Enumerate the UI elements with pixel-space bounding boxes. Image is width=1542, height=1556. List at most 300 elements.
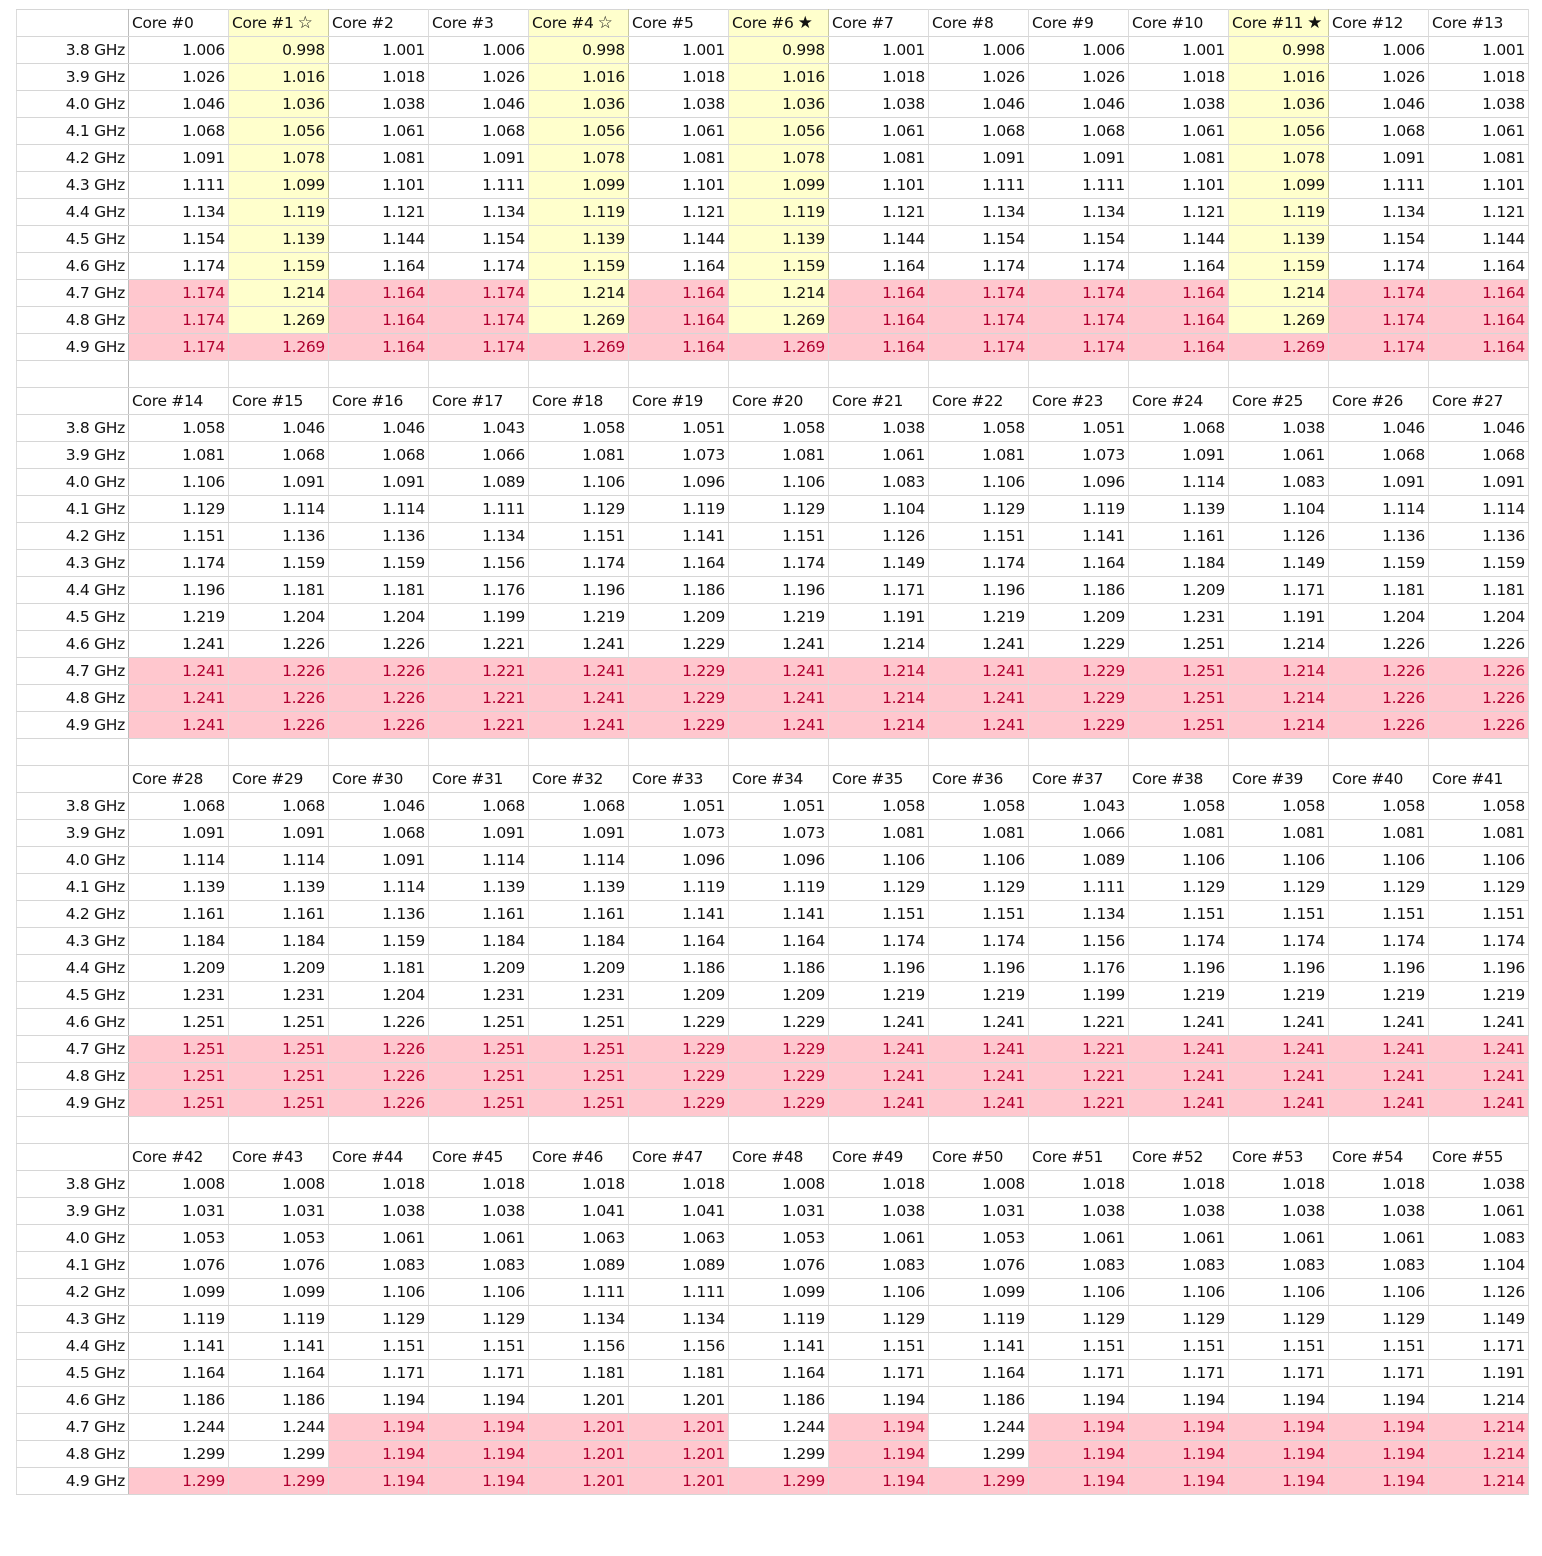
voltage-cell[interactable]: 1.099	[529, 172, 629, 199]
voltage-cell[interactable]: 1.106	[129, 469, 229, 496]
voltage-cell[interactable]: 1.018	[1029, 1171, 1129, 1198]
voltage-cell[interactable]: 1.061	[829, 118, 929, 145]
voltage-cell[interactable]: 1.241	[929, 658, 1029, 685]
voltage-cell[interactable]: 1.136	[1329, 523, 1429, 550]
core-header-cell[interactable]	[729, 1144, 829, 1171]
voltage-cell[interactable]: 1.068	[529, 793, 629, 820]
voltage-cell[interactable]: 1.251	[229, 1036, 329, 1063]
voltage-cell[interactable]: 1.076	[729, 1252, 829, 1279]
voltage-cell[interactable]: 1.038	[329, 1198, 429, 1225]
voltage-cell[interactable]: 1.221	[1029, 1063, 1129, 1090]
empty-cell[interactable]	[329, 361, 429, 388]
voltage-cell[interactable]: 1.006	[929, 37, 1029, 64]
voltage-cell[interactable]: 1.031	[229, 1198, 329, 1225]
voltage-cell[interactable]: 1.144	[1129, 226, 1229, 253]
voltage-cell[interactable]: 1.089	[429, 469, 529, 496]
voltage-cell[interactable]: 1.119	[229, 199, 329, 226]
voltage-cell[interactable]: 1.241	[729, 658, 829, 685]
voltage-cell[interactable]: 1.164	[929, 1360, 1029, 1387]
core-header-cell[interactable]	[1429, 766, 1529, 793]
voltage-cell[interactable]: 1.026	[1029, 64, 1129, 91]
voltage-cell[interactable]: 1.201	[629, 1414, 729, 1441]
voltage-cell[interactable]: 1.156	[529, 1333, 629, 1360]
voltage-cell[interactable]: 1.114	[229, 496, 329, 523]
voltage-cell[interactable]: 1.058	[729, 415, 829, 442]
empty-cell[interactable]	[17, 1117, 129, 1144]
voltage-cell[interactable]: 1.159	[1329, 550, 1429, 577]
core-header-cell[interactable]	[829, 1144, 929, 1171]
voltage-cell[interactable]: 1.221	[1029, 1090, 1129, 1117]
voltage-cell[interactable]: 1.174	[929, 307, 1029, 334]
voltage-cell[interactable]: 1.214	[1229, 631, 1329, 658]
frequency-label[interactable]: 4.2 GHz	[17, 1279, 129, 1306]
voltage-cell[interactable]: 1.244	[929, 1414, 1029, 1441]
voltage-cell[interactable]: 1.046	[329, 793, 429, 820]
core-header-cell[interactable]	[1229, 766, 1329, 793]
voltage-cell[interactable]: 1.299	[729, 1441, 829, 1468]
voltage-cell[interactable]: 1.119	[729, 199, 829, 226]
voltage-cell[interactable]: 1.058	[129, 415, 229, 442]
voltage-cell[interactable]: 1.046	[929, 91, 1029, 118]
voltage-cell[interactable]: 1.006	[1029, 37, 1129, 64]
voltage-cell[interactable]: 1.046	[1029, 91, 1129, 118]
voltage-cell[interactable]: 1.214	[1429, 1468, 1529, 1495]
voltage-cell[interactable]: 1.194	[1329, 1414, 1429, 1441]
voltage-cell[interactable]: 1.096	[1029, 469, 1129, 496]
voltage-cell[interactable]: 1.171	[1229, 1360, 1329, 1387]
voltage-cell[interactable]: 1.201	[529, 1387, 629, 1414]
voltage-cell[interactable]: 0.998	[729, 37, 829, 64]
frequency-label[interactable]: 4.0 GHz	[17, 847, 129, 874]
voltage-cell[interactable]: 1.201	[629, 1468, 729, 1495]
voltage-cell[interactable]: 1.226	[229, 658, 329, 685]
voltage-cell[interactable]: 1.251	[1129, 685, 1229, 712]
voltage-cell[interactable]: 1.061	[1129, 1225, 1229, 1252]
voltage-cell[interactable]: 1.174	[429, 307, 529, 334]
voltage-cell[interactable]: 1.229	[729, 1009, 829, 1036]
voltage-cell[interactable]: 1.269	[1229, 307, 1329, 334]
frequency-label[interactable]: 3.9 GHz	[17, 442, 129, 469]
voltage-cell[interactable]: 1.194	[1329, 1441, 1429, 1468]
voltage-cell[interactable]: 1.068	[229, 793, 329, 820]
voltage-cell[interactable]: 1.159	[729, 253, 829, 280]
voltage-cell[interactable]: 1.209	[529, 955, 629, 982]
voltage-cell[interactable]: 1.209	[1029, 604, 1129, 631]
voltage-cell[interactable]: 1.083	[1129, 1252, 1229, 1279]
voltage-cell[interactable]: 1.091	[429, 820, 529, 847]
voltage-cell[interactable]: 1.061	[1229, 442, 1329, 469]
voltage-cell[interactable]: 1.129	[1229, 874, 1329, 901]
voltage-cell[interactable]: 1.031	[129, 1198, 229, 1225]
voltage-cell[interactable]: 1.214	[829, 685, 929, 712]
voltage-cell[interactable]: 1.068	[1329, 118, 1429, 145]
frequency-label[interactable]: 3.9 GHz	[17, 1198, 129, 1225]
voltage-cell[interactable]: 1.164	[1129, 334, 1229, 361]
core-header-cell[interactable]	[729, 388, 829, 415]
voltage-cell[interactable]: 1.036	[1229, 91, 1329, 118]
voltage-cell[interactable]: 1.176	[429, 577, 529, 604]
voltage-cell[interactable]: 1.119	[1029, 496, 1129, 523]
voltage-cell[interactable]: 1.191	[1229, 604, 1329, 631]
voltage-cell[interactable]: 1.119	[629, 874, 729, 901]
core-header-cell[interactable]	[1429, 1144, 1529, 1171]
voltage-cell[interactable]: 1.269	[229, 334, 329, 361]
frequency-label[interactable]: 4.1 GHz	[17, 496, 129, 523]
empty-cell[interactable]	[829, 1117, 929, 1144]
voltage-cell[interactable]: 1.241	[929, 631, 1029, 658]
voltage-cell[interactable]: 1.204	[1329, 604, 1429, 631]
voltage-cell[interactable]: 1.154	[429, 226, 529, 253]
voltage-cell[interactable]: 1.078	[229, 145, 329, 172]
voltage-cell[interactable]: 1.191	[829, 604, 929, 631]
voltage-cell[interactable]: 1.229	[729, 1036, 829, 1063]
voltage-cell[interactable]: 1.081	[1429, 820, 1529, 847]
voltage-cell[interactable]: 1.129	[529, 496, 629, 523]
voltage-cell[interactable]: 1.008	[729, 1171, 829, 1198]
voltage-cell[interactable]: 1.219	[1429, 982, 1529, 1009]
voltage-cell[interactable]: 1.244	[729, 1414, 829, 1441]
voltage-cell[interactable]: 1.209	[1129, 577, 1229, 604]
voltage-cell[interactable]: 1.231	[429, 982, 529, 1009]
voltage-cell[interactable]: 1.174	[129, 307, 229, 334]
voltage-cell[interactable]: 1.043	[1029, 793, 1129, 820]
voltage-cell[interactable]: 1.204	[329, 982, 429, 1009]
voltage-cell[interactable]: 1.201	[629, 1387, 729, 1414]
voltage-cell[interactable]: 1.038	[429, 1198, 529, 1225]
voltage-cell[interactable]: 1.068	[1029, 118, 1129, 145]
voltage-cell[interactable]: 1.081	[529, 442, 629, 469]
voltage-cell[interactable]: 1.018	[629, 64, 729, 91]
voltage-cell[interactable]: 1.209	[229, 955, 329, 982]
frequency-label[interactable]: 4.8 GHz	[17, 307, 129, 334]
voltage-cell[interactable]: 1.129	[1329, 874, 1429, 901]
voltage-cell[interactable]: 1.226	[329, 685, 429, 712]
voltage-cell[interactable]: 1.174	[129, 253, 229, 280]
voltage-cell[interactable]: 1.174	[1329, 280, 1429, 307]
voltage-cell[interactable]: 1.174	[129, 334, 229, 361]
voltage-cell[interactable]: 1.091	[429, 145, 529, 172]
voltage-cell[interactable]: 1.121	[829, 199, 929, 226]
voltage-cell[interactable]: 1.018	[1229, 1171, 1329, 1198]
voltage-cell[interactable]: 1.063	[529, 1225, 629, 1252]
voltage-cell[interactable]: 1.081	[929, 820, 1029, 847]
voltage-cell[interactable]: 1.151	[729, 523, 829, 550]
voltage-cell[interactable]: 1.171	[1429, 1333, 1529, 1360]
voltage-cell[interactable]: 1.066	[1029, 820, 1129, 847]
voltage-cell[interactable]: 1.229	[629, 631, 729, 658]
voltage-cell[interactable]: 1.196	[1129, 955, 1229, 982]
frequency-label[interactable]: 4.5 GHz	[17, 1360, 129, 1387]
frequency-label[interactable]: 4.1 GHz	[17, 118, 129, 145]
voltage-cell[interactable]: 1.299	[229, 1441, 329, 1468]
voltage-cell[interactable]: 1.038	[629, 91, 729, 118]
empty-cell[interactable]	[1129, 1117, 1229, 1144]
voltage-cell[interactable]: 1.226	[329, 631, 429, 658]
voltage-cell[interactable]: 1.051	[629, 793, 729, 820]
voltage-cell[interactable]: 1.151	[1029, 1333, 1129, 1360]
voltage-cell[interactable]: 1.141	[929, 1333, 1029, 1360]
voltage-cell[interactable]: 1.174	[429, 334, 529, 361]
voltage-cell[interactable]: 1.244	[129, 1414, 229, 1441]
voltage-cell[interactable]: 1.229	[1029, 631, 1129, 658]
core-header-cell[interactable]	[429, 1144, 529, 1171]
voltage-cell[interactable]: 1.119	[229, 1306, 329, 1333]
voltage-cell[interactable]: 1.053	[929, 1225, 1029, 1252]
voltage-cell[interactable]: 1.136	[229, 523, 329, 550]
voltage-cell[interactable]: 1.209	[629, 982, 729, 1009]
voltage-cell[interactable]: 1.174	[1029, 307, 1129, 334]
empty-cell[interactable]	[529, 1117, 629, 1144]
voltage-cell[interactable]: 1.251	[229, 1009, 329, 1036]
voltage-cell[interactable]: 1.076	[929, 1252, 1029, 1279]
frequency-label[interactable]: 3.9 GHz	[17, 820, 129, 847]
voltage-cell[interactable]: 1.149	[829, 550, 929, 577]
voltage-cell[interactable]: 1.174	[929, 928, 1029, 955]
voltage-cell[interactable]: 1.226	[1429, 685, 1529, 712]
core-header-cell[interactable]	[1329, 388, 1429, 415]
voltage-cell[interactable]: 1.194	[329, 1414, 429, 1441]
voltage-cell[interactable]: 1.106	[1329, 1279, 1429, 1306]
voltage-cell[interactable]: 1.134	[629, 1306, 729, 1333]
voltage-cell[interactable]: 1.184	[529, 928, 629, 955]
voltage-cell[interactable]: 1.083	[1229, 469, 1329, 496]
voltage-cell[interactable]: 1.164	[629, 307, 729, 334]
voltage-cell[interactable]: 1.038	[829, 91, 929, 118]
voltage-cell[interactable]: 1.046	[229, 415, 329, 442]
voltage-cell[interactable]: 1.164	[1129, 307, 1229, 334]
voltage-cell[interactable]: 1.099	[1229, 172, 1329, 199]
voltage-cell[interactable]: 1.251	[529, 1036, 629, 1063]
voltage-cell[interactable]: 1.201	[629, 1441, 729, 1468]
core-header-cell[interactable]	[1229, 388, 1329, 415]
voltage-cell[interactable]: 1.186	[729, 955, 829, 982]
voltage-cell[interactable]: 1.061	[1429, 118, 1529, 145]
voltage-cell[interactable]: 1.299	[229, 1468, 329, 1495]
core-header-cell[interactable]	[1329, 766, 1429, 793]
voltage-cell[interactable]: 1.194	[429, 1441, 529, 1468]
voltage-cell[interactable]: 1.219	[129, 604, 229, 631]
voltage-cell[interactable]: 1.051	[1029, 415, 1129, 442]
voltage-cell[interactable]: 1.141	[729, 901, 829, 928]
voltage-cell[interactable]: 1.164	[629, 928, 729, 955]
frequency-label[interactable]: 4.7 GHz	[17, 280, 129, 307]
voltage-cell[interactable]: 1.221	[429, 685, 529, 712]
voltage-cell[interactable]: 1.156	[1029, 928, 1129, 955]
empty-cell[interactable]	[829, 361, 929, 388]
voltage-cell[interactable]: 1.091	[329, 847, 429, 874]
voltage-cell[interactable]: 1.174	[429, 253, 529, 280]
voltage-cell[interactable]: 1.164	[629, 280, 729, 307]
voltage-cell[interactable]: 1.081	[829, 145, 929, 172]
voltage-cell[interactable]: 1.106	[929, 469, 1029, 496]
voltage-cell[interactable]: 1.194	[329, 1468, 429, 1495]
voltage-cell[interactable]: 1.161	[429, 901, 529, 928]
voltage-cell[interactable]: 1.219	[729, 604, 829, 631]
voltage-cell[interactable]: 1.241	[129, 712, 229, 739]
voltage-cell[interactable]: 1.184	[229, 928, 329, 955]
voltage-cell[interactable]: 1.106	[729, 469, 829, 496]
voltage-cell[interactable]: 1.114	[429, 847, 529, 874]
voltage-cell[interactable]: 1.161	[1129, 523, 1229, 550]
voltage-cell[interactable]: 1.031	[929, 1198, 1029, 1225]
voltage-cell[interactable]: 1.099	[229, 172, 329, 199]
frequency-label[interactable]: 4.7 GHz	[17, 1414, 129, 1441]
voltage-cell[interactable]: 1.269	[729, 307, 829, 334]
empty-cell[interactable]	[629, 1117, 729, 1144]
frequency-label[interactable]: 4.8 GHz	[17, 1063, 129, 1090]
voltage-cell[interactable]: 1.129	[929, 874, 1029, 901]
voltage-cell[interactable]: 1.066	[429, 442, 529, 469]
voltage-cell[interactable]: 1.016	[1229, 64, 1329, 91]
voltage-cell[interactable]: 1.018	[329, 64, 429, 91]
voltage-cell[interactable]: 1.194	[1029, 1414, 1129, 1441]
voltage-cell[interactable]: 1.194	[429, 1414, 529, 1441]
voltage-cell[interactable]: 1.194	[1129, 1414, 1229, 1441]
voltage-cell[interactable]: 1.106	[1129, 847, 1229, 874]
voltage-cell[interactable]: 1.299	[129, 1441, 229, 1468]
voltage-cell[interactable]: 1.001	[1429, 37, 1529, 64]
voltage-cell[interactable]: 1.129	[829, 874, 929, 901]
frequency-label[interactable]: 4.7 GHz	[17, 658, 129, 685]
voltage-cell[interactable]: 1.006	[429, 37, 529, 64]
voltage-cell[interactable]: 1.251	[429, 1090, 529, 1117]
voltage-cell[interactable]: 1.058	[529, 415, 629, 442]
voltage-cell[interactable]: 1.099	[729, 1279, 829, 1306]
voltage-cell[interactable]: 1.229	[629, 658, 729, 685]
voltage-cell[interactable]: 1.129	[1129, 874, 1229, 901]
voltage-cell[interactable]: 1.139	[229, 226, 329, 253]
voltage-cell[interactable]: 1.164	[629, 550, 729, 577]
voltage-cell[interactable]: 1.144	[329, 226, 429, 253]
voltage-cell[interactable]: 1.171	[1129, 1360, 1229, 1387]
voltage-cell[interactable]: 1.191	[1429, 1360, 1529, 1387]
voltage-cell[interactable]: 1.164	[1029, 550, 1129, 577]
voltage-cell[interactable]: 1.164	[1429, 307, 1529, 334]
empty-cell[interactable]	[1329, 1117, 1429, 1144]
voltage-cell[interactable]: 1.229	[629, 712, 729, 739]
core-header-cell[interactable]	[1429, 388, 1529, 415]
voltage-cell[interactable]: 1.091	[129, 820, 229, 847]
frequency-label[interactable]: 4.9 GHz	[17, 334, 129, 361]
voltage-cell[interactable]: 1.214	[1429, 1414, 1529, 1441]
voltage-cell[interactable]: 1.129	[1429, 874, 1529, 901]
voltage-cell[interactable]: 1.226	[329, 712, 429, 739]
voltage-cell[interactable]: 1.129	[1329, 1306, 1429, 1333]
empty-cell[interactable]	[1129, 739, 1229, 766]
frequency-label[interactable]: 4.2 GHz	[17, 523, 129, 550]
voltage-cell[interactable]: 1.241	[1429, 1063, 1529, 1090]
voltage-cell[interactable]: 1.114	[329, 496, 429, 523]
frequency-label[interactable]: 4.9 GHz	[17, 1468, 129, 1495]
voltage-cell[interactable]: 1.111	[1329, 172, 1429, 199]
voltage-cell[interactable]: 1.061	[329, 1225, 429, 1252]
empty-cell[interactable]	[1029, 1117, 1129, 1144]
voltage-cell[interactable]: 1.226	[1429, 631, 1529, 658]
voltage-cell[interactable]: 1.144	[629, 226, 729, 253]
voltage-cell[interactable]: 1.121	[1429, 199, 1529, 226]
empty-cell[interactable]	[629, 361, 729, 388]
voltage-cell[interactable]: 1.083	[1029, 1252, 1129, 1279]
voltage-cell[interactable]: 1.269	[729, 334, 829, 361]
empty-cell[interactable]	[929, 361, 1029, 388]
frequency-label[interactable]: 4.5 GHz	[17, 982, 129, 1009]
voltage-cell[interactable]: 1.106	[1229, 1279, 1329, 1306]
voltage-cell[interactable]: 1.184	[129, 928, 229, 955]
voltage-cell[interactable]: 1.154	[929, 226, 1029, 253]
voltage-cell[interactable]: 1.229	[729, 1090, 829, 1117]
voltage-cell[interactable]: 1.141	[629, 901, 729, 928]
voltage-cell[interactable]: 1.196	[1329, 955, 1429, 982]
core-header-cell[interactable]	[629, 766, 729, 793]
empty-cell[interactable]	[129, 361, 229, 388]
voltage-cell[interactable]: 1.134	[129, 199, 229, 226]
core-header-cell[interactable]	[129, 10, 229, 37]
voltage-cell[interactable]: 1.219	[529, 604, 629, 631]
corner-cell[interactable]	[17, 388, 129, 415]
voltage-cell[interactable]: 1.119	[729, 874, 829, 901]
voltage-cell[interactable]: 1.038	[1229, 1198, 1329, 1225]
voltage-cell[interactable]: 1.171	[1329, 1360, 1429, 1387]
voltage-cell[interactable]: 1.161	[529, 901, 629, 928]
voltage-cell[interactable]: 1.196	[829, 955, 929, 982]
voltage-cell[interactable]: 1.164	[229, 1360, 329, 1387]
empty-cell[interactable]	[429, 739, 529, 766]
voltage-cell[interactable]: 1.036	[229, 91, 329, 118]
voltage-cell[interactable]: 1.141	[229, 1333, 329, 1360]
voltage-cell[interactable]: 1.106	[329, 1279, 429, 1306]
voltage-cell[interactable]: 1.221	[1029, 1036, 1129, 1063]
voltage-cell[interactable]: 1.194	[1229, 1387, 1329, 1414]
voltage-cell[interactable]: 1.104	[829, 496, 929, 523]
voltage-cell[interactable]: 1.186	[729, 1387, 829, 1414]
voltage-cell[interactable]: 1.221	[429, 631, 529, 658]
voltage-cell[interactable]: 1.106	[829, 847, 929, 874]
voltage-cell[interactable]: 1.081	[1129, 820, 1229, 847]
voltage-cell[interactable]: 1.099	[929, 1279, 1029, 1306]
empty-cell[interactable]	[1329, 361, 1429, 388]
voltage-cell[interactable]: 1.174	[929, 550, 1029, 577]
voltage-cell[interactable]: 1.204	[329, 604, 429, 631]
voltage-cell[interactable]: 1.134	[429, 523, 529, 550]
voltage-cell[interactable]: 1.051	[729, 793, 829, 820]
voltage-cell[interactable]: 1.181	[329, 955, 429, 982]
voltage-cell[interactable]: 1.214	[529, 280, 629, 307]
voltage-cell[interactable]: 1.214	[1429, 1441, 1529, 1468]
voltage-cell[interactable]: 1.186	[629, 577, 729, 604]
voltage-cell[interactable]: 1.241	[1429, 1090, 1529, 1117]
voltage-cell[interactable]: 1.164	[829, 334, 929, 361]
voltage-cell[interactable]: 1.251	[1129, 658, 1229, 685]
voltage-cell[interactable]: 1.018	[629, 1171, 729, 1198]
voltage-cell[interactable]: 1.174	[1329, 307, 1429, 334]
voltage-cell[interactable]: 1.114	[1129, 469, 1229, 496]
voltage-cell[interactable]: 1.026	[429, 64, 529, 91]
voltage-cell[interactable]: 1.201	[529, 1441, 629, 1468]
empty-cell[interactable]	[429, 1117, 529, 1144]
voltage-cell[interactable]: 1.078	[529, 145, 629, 172]
voltage-cell[interactable]: 1.106	[1329, 847, 1429, 874]
voltage-cell[interactable]: 1.174	[1029, 253, 1129, 280]
voltage-cell[interactable]: 1.214	[829, 712, 929, 739]
voltage-cell[interactable]: 1.269	[529, 307, 629, 334]
voltage-cell[interactable]: 1.101	[629, 172, 729, 199]
voltage-cell[interactable]: 1.231	[529, 982, 629, 1009]
voltage-cell[interactable]: 1.104	[1429, 1252, 1529, 1279]
voltage-cell[interactable]: 1.091	[1329, 469, 1429, 496]
voltage-cell[interactable]: 1.121	[329, 199, 429, 226]
voltage-cell[interactable]: 1.154	[1029, 226, 1129, 253]
voltage-cell[interactable]: 1.171	[829, 1360, 929, 1387]
